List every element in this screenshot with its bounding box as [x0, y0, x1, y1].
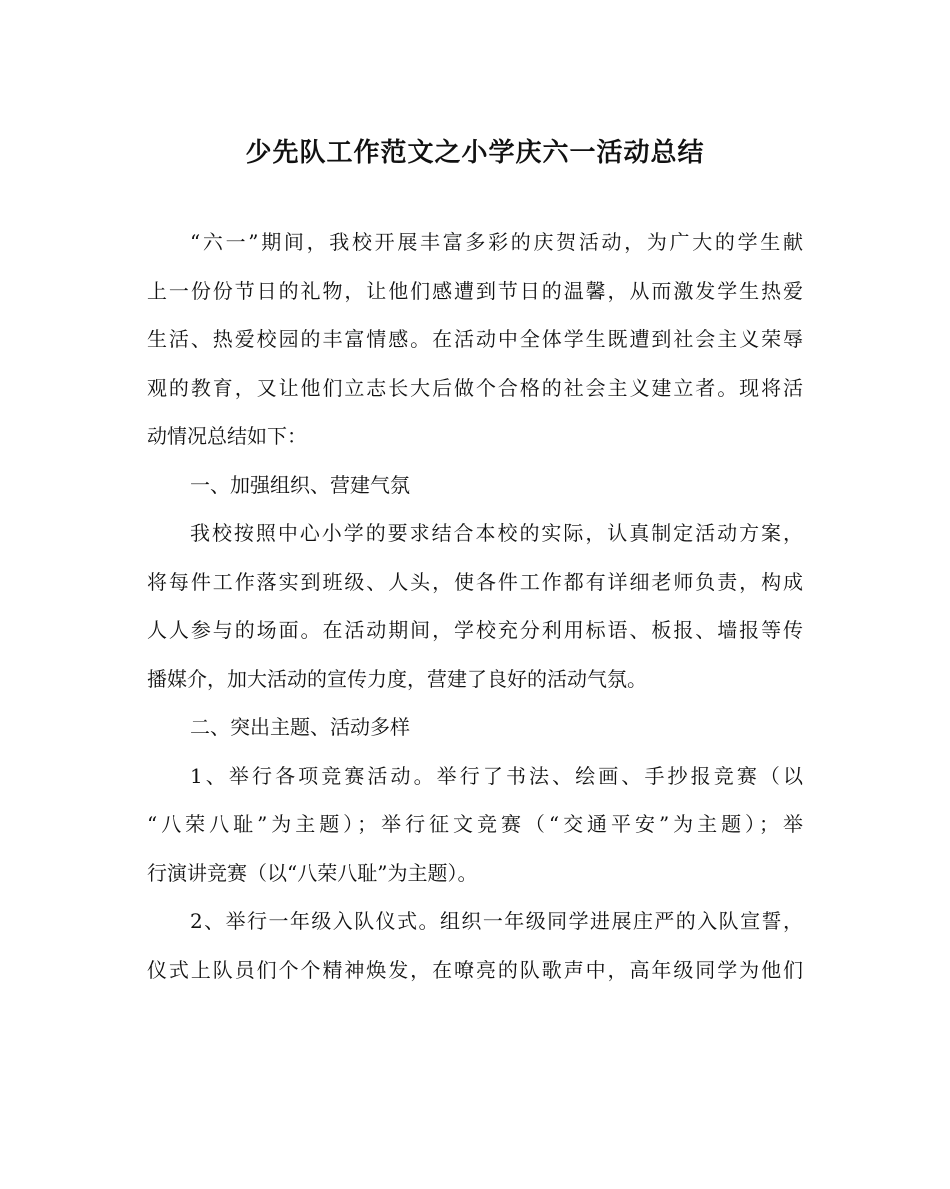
- text-line: 上一份份节日的礼物，让他们感遭到节日的温馨，从而激发学生热爱: [147, 278, 803, 303]
- text-line: 仪式上队员们个个精神焕发，在嘹亮的队歌声中，高年级同学为他们: [147, 957, 803, 982]
- text-line: 将每件工作落实到班级、人头，使各件工作都有详细老师负责，构成: [147, 569, 803, 594]
- text-line: 生活、热爱校园的丰富情感。在活动中全体学生既遭到社会主义荣辱: [147, 327, 803, 351]
- text-line: 观的教育，又让他们立志长大后做个合格的社会主义建立者。现将活: [147, 375, 803, 400]
- document-body: [147, 218, 803, 994]
- text-line: 播媒介，加大活动的宣传力度，营建了良好的活动气氛。: [147, 666, 647, 691]
- text-line: 1、举行各项竞赛活动。举行了书法、绘画、手抄报竞赛（以: [190, 763, 803, 788]
- text-line: “六一”期间，我校开展丰富多彩的庆贺活动，为广大的学生献: [190, 230, 803, 254]
- text-line: 行演讲竞赛（以“八荣八耻”为主题）。: [147, 860, 478, 885]
- text-line: 我校按照中心小学的要求结合本校的实际，认真制定活动方案，: [190, 521, 803, 545]
- document-title: 少先队工作范文之小学庆六一活动总结: [245, 138, 705, 168]
- text-line: 二、突出主题、活动多样: [190, 715, 410, 739]
- text-line: 动情况总结如下：: [147, 424, 307, 448]
- text-line: 人人参与的场面。在活动期间，学校充分利用标语、板报、墙报等传: [147, 618, 803, 642]
- text-line: 一、加强组织、营建气氛: [190, 472, 410, 497]
- text-line: 2、举行一年级入队仪式。组织一年级同学进展庄严的入队宣誓，: [190, 909, 803, 933]
- text-line: “八荣八耻”为主题）；举行征文竞赛（“交通平安”为主题）；举: [147, 812, 803, 836]
